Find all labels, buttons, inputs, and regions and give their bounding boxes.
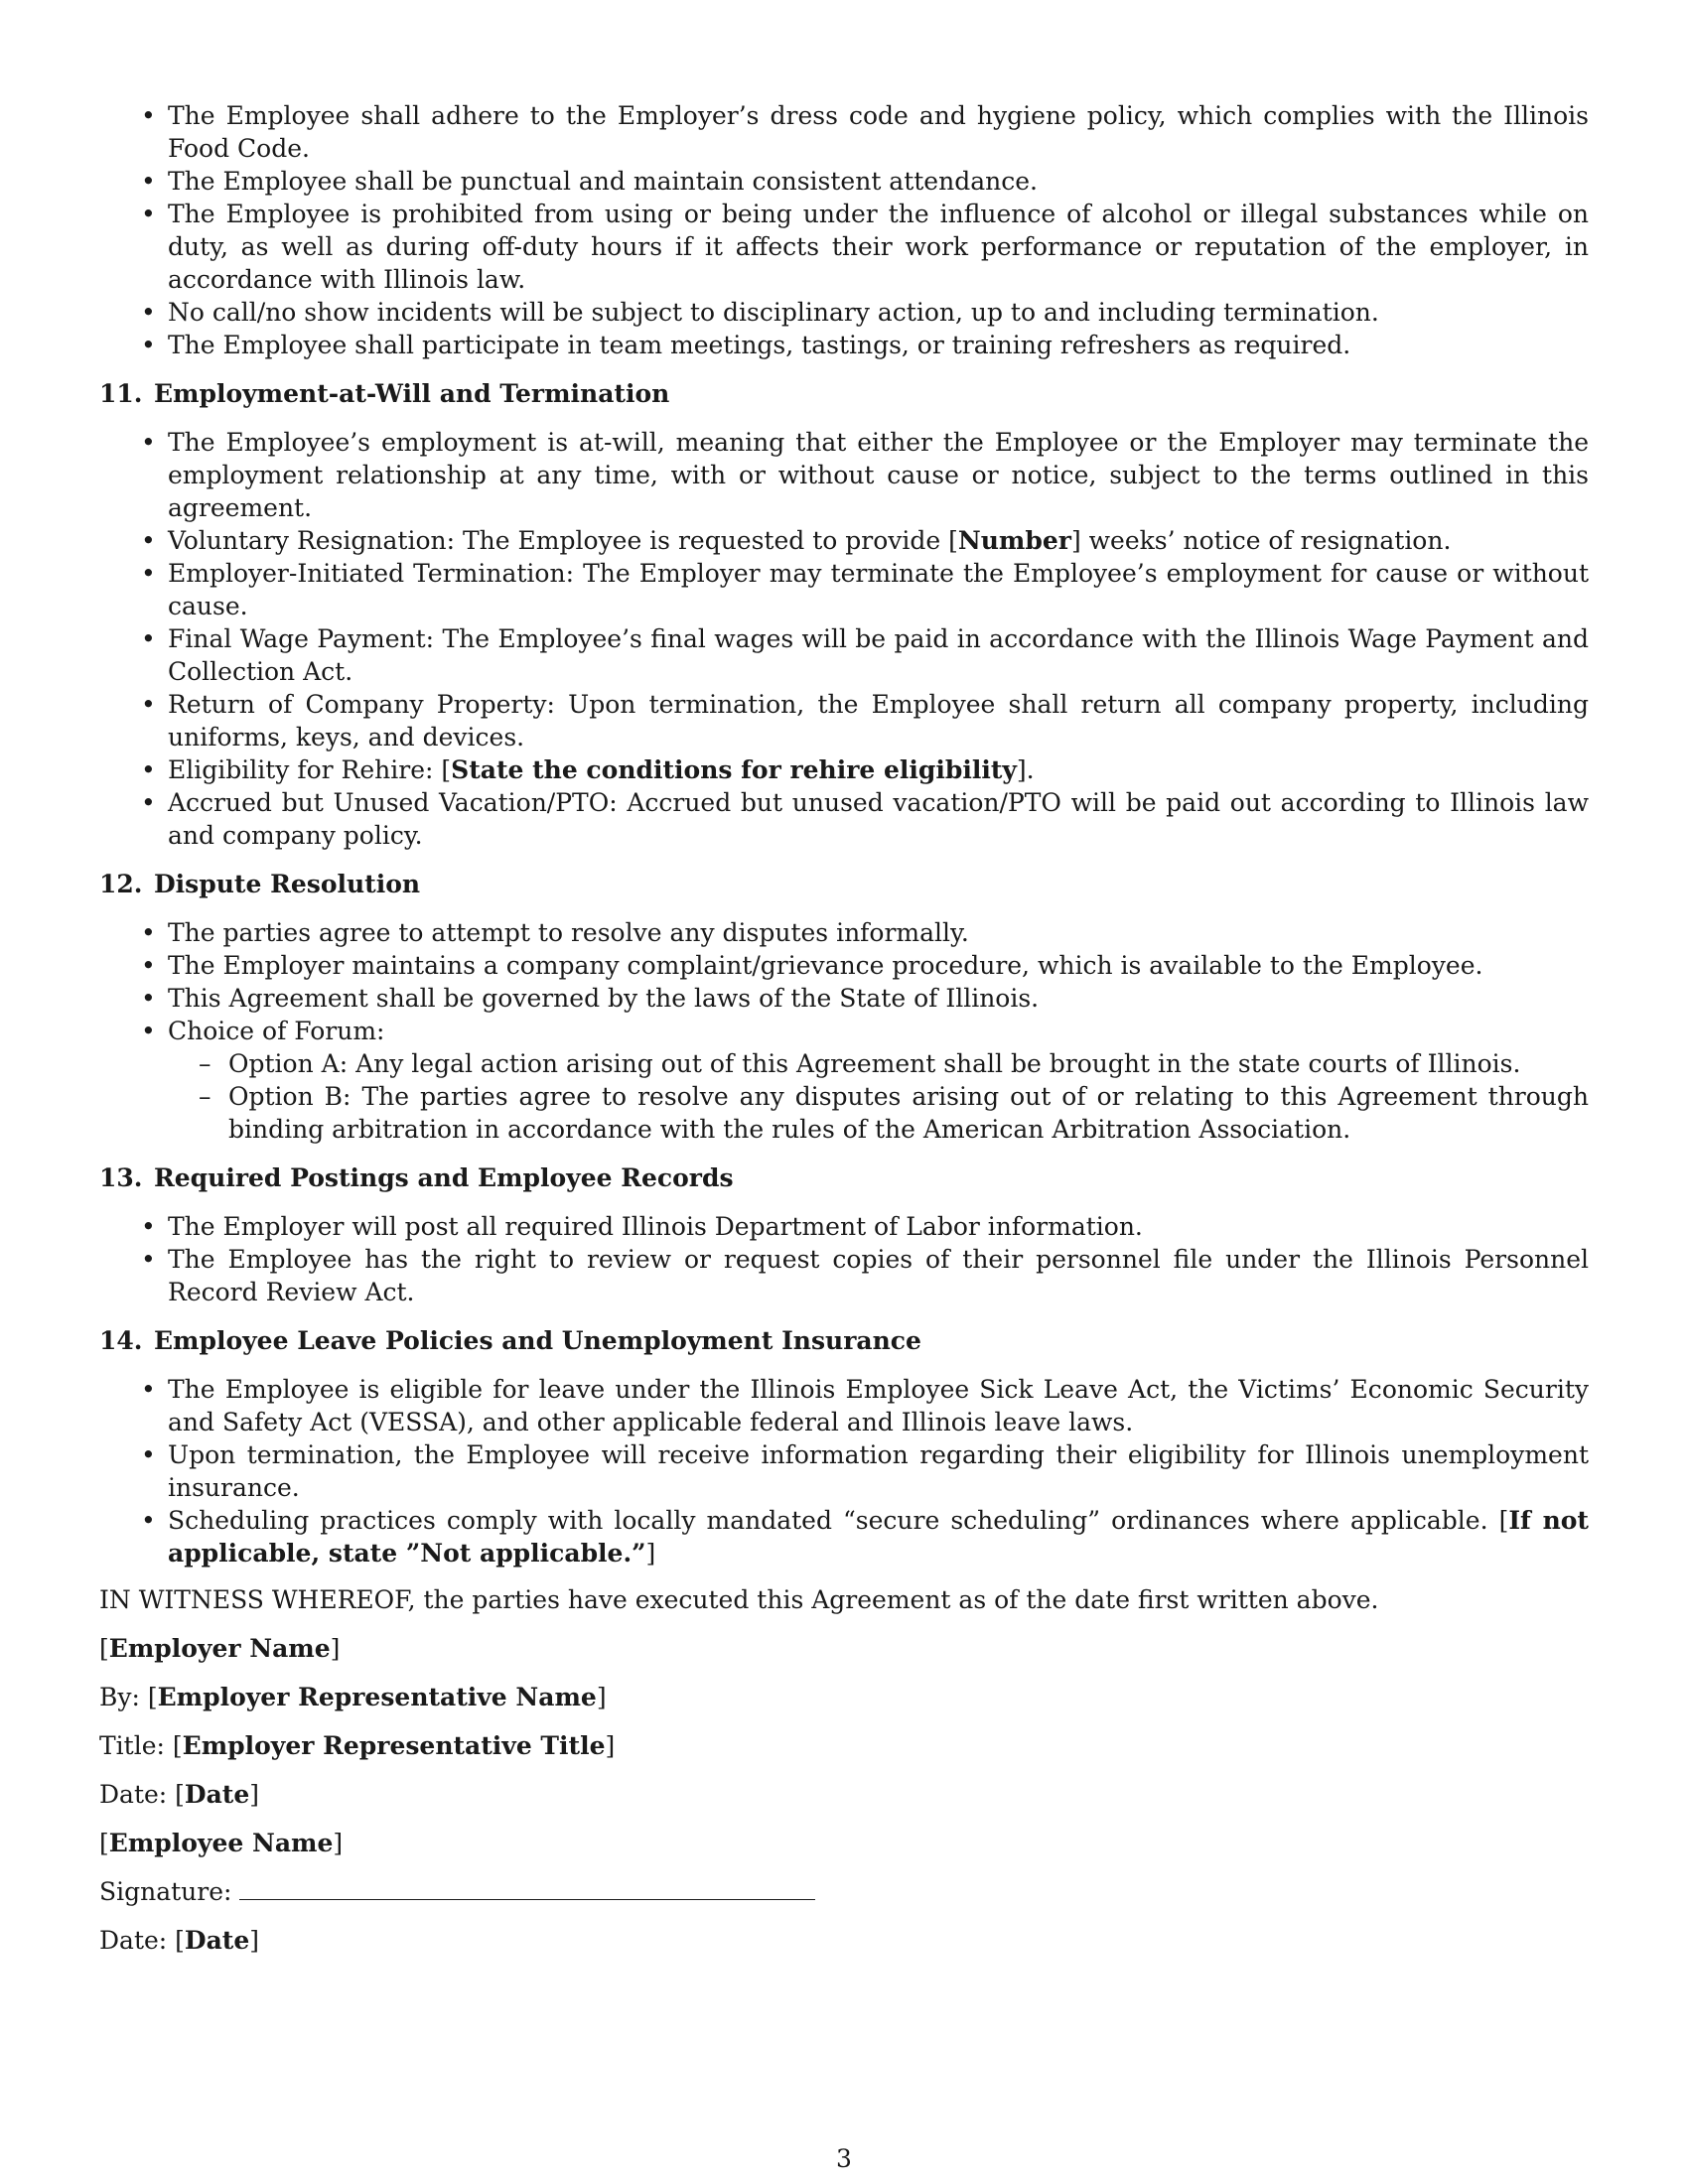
- list-item: • Choice of Forum:: [99, 1015, 1589, 1047]
- section-number: 11.: [99, 379, 143, 408]
- employee-name: Employee Name: [108, 1829, 334, 1857]
- by-line: By: [Employer Representative Name]: [99, 1683, 607, 1711]
- section-title: Employee Leave Policies and Unemployment Insurance: [154, 1326, 921, 1355]
- section-title: Required Postings and Employee Records: [154, 1163, 734, 1192]
- list-item: • The Employee is prohibited from using or being under the influence of alcohol or illegal substances while on duty, as well as during off-duty hours if it affects their work performance or reputation of the employer, in accordance with Illinois law.: [99, 198, 1589, 296]
- document-page: [99, 99, 1589, 1957]
- date-label: Date:: [99, 1926, 168, 1955]
- signature-line: [99, 1875, 1589, 1908]
- list-item: • The Employee shall adhere to the Employer’s dress code and hygiene policy, which complies with the Illinois Food Code.: [99, 99, 1589, 165]
- title-line: Title: [Employer Representative Title]: [99, 1731, 616, 1760]
- section-14-heading: [99, 1324, 1589, 1357]
- list-item: • Final Wage Payment: The Employee’s final wages will be paid in accordance with the Illinois Wage Payment and Collection Act.: [99, 622, 1589, 688]
- rep-title: Employer Representative Title: [182, 1731, 606, 1760]
- text-span: ] weeks’ notice of resignation.: [1070, 526, 1452, 555]
- list-item: • The Employee shall be punctual and maintain consistent attendance.: [99, 165, 1589, 198]
- text-span: Eligibility for Rehire: [: [168, 755, 452, 784]
- date-line: Date: [Date]: [99, 1780, 260, 1809]
- intro-bullet-list: [99, 99, 1589, 361]
- text-span: ].: [1016, 755, 1035, 784]
- list-item: • The Employee is eligible for leave under the Illinois Employee Sick Leave Act, the Victims’ Economic Security and Safety Act (VESSA), and other applicable federal and Illinois leave laws.: [99, 1373, 1589, 1438]
- title-label: Title:: [99, 1731, 165, 1760]
- list-item: • The Employee shall participate in team meetings, tastings, or training refreshers as required.: [99, 329, 1589, 361]
- witness-clause: IN WITNESS WHEREOF, the parties have executed this Agreement as of the date first written above.: [99, 1585, 1379, 1614]
- date-label: Date:: [99, 1780, 168, 1809]
- text-span: Voluntary Resignation: The Employee is requested to provide [: [168, 526, 958, 555]
- sub-list-item: – Option A: Any legal action arising out of this Agreement shall be brought in the state courts of Illinois.: [99, 1047, 1589, 1080]
- section-number: 14.: [99, 1326, 143, 1355]
- placeholder-field: Number: [957, 526, 1071, 555]
- section-13-list: [99, 1210, 1589, 1308]
- employee-name-line: [Employee Name]: [99, 1829, 344, 1857]
- list-item: [99, 524, 1589, 557]
- section-11-heading: [99, 377, 1589, 410]
- employee-date-line: Date: [Date]: [99, 1926, 260, 1955]
- section-12-heading: [99, 868, 1589, 900]
- list-item: • Return of Company Property: Upon termination, the Employee shall return all company property, including uniforms, keys, and devices.: [99, 688, 1589, 753]
- list-item: • Employer-Initiated Termination: The Employer may terminate the Employee’s employment for cause or without cause.: [99, 557, 1589, 622]
- list-item: [99, 1504, 1589, 1570]
- signature-block: [99, 1632, 1589, 1957]
- page-number: 3: [836, 2144, 852, 2173]
- employer-name: Employer Name: [108, 1634, 331, 1663]
- list-item: • Upon termination, the Employee will receive information regarding their eligibility for Illinois unemployment insurance.: [99, 1438, 1589, 1504]
- list-item: • This Agreement shall be governed by the laws of the State of Illinois.: [99, 982, 1589, 1015]
- date-value: Date: [184, 1926, 250, 1955]
- section-13-heading: [99, 1161, 1589, 1194]
- date-value: Date: [184, 1780, 250, 1809]
- list-item: • The Employee has the right to review or request copies of their personnel file under the Illinois Personnel Record Review Act.: [99, 1243, 1589, 1308]
- list-item: • The Employer maintains a company complaint/grievance procedure, which is available to the Employee.: [99, 949, 1589, 982]
- list-item: [99, 753, 1589, 786]
- list-item: • The parties agree to attempt to resolve any disputes informally.: [99, 916, 1589, 949]
- rep-name: Employer Representative Name: [157, 1683, 597, 1711]
- sub-list-item: – Option B: The parties agree to resolve any disputes arising out of or relating to this Agreement through binding arbitration in accordance with the rules of the American Arbitration Association.: [99, 1080, 1589, 1146]
- signature-field[interactable]: [239, 1877, 815, 1900]
- section-number: 13.: [99, 1163, 143, 1192]
- signature-label: Signature:: [99, 1877, 232, 1906]
- section-title: Employment-at-Will and Termination: [154, 379, 670, 408]
- list-item: • The Employer will post all required Illinois Department of Labor information.: [99, 1210, 1589, 1243]
- list-item: • No call/no show incidents will be subject to disciplinary action, up to and including termination.: [99, 296, 1589, 329]
- section-number: 12.: [99, 870, 143, 898]
- employer-name-line: [Employer Name]: [99, 1634, 341, 1663]
- by-label: By:: [99, 1683, 140, 1711]
- section-12-list: [99, 916, 1589, 1146]
- section-title: Dispute Resolution: [154, 870, 421, 898]
- section-11-list: [99, 426, 1589, 852]
- text-span: ]: [645, 1539, 656, 1568]
- list-item: • Accrued but Unused Vacation/PTO: Accrued but unused vacation/PTO will be paid out according to Illinois law and company policy.: [99, 786, 1589, 852]
- placeholder-field: State the conditions for rehire eligibility: [451, 755, 1017, 784]
- placeholder-field: If not applicable, state ”Not applicable.”: [168, 1506, 1589, 1568]
- section-14-list: [99, 1373, 1589, 1570]
- list-item: • The Employee’s employment is at-will, meaning that either the Employee or the Employer may terminate the employment relationship at any time, with or without cause or notice, subject to the terms outlined in this agreement.: [99, 426, 1589, 524]
- text-span: Scheduling practices comply with locally mandated “secure scheduling” ordinances where applicable. [: [168, 1506, 1509, 1535]
